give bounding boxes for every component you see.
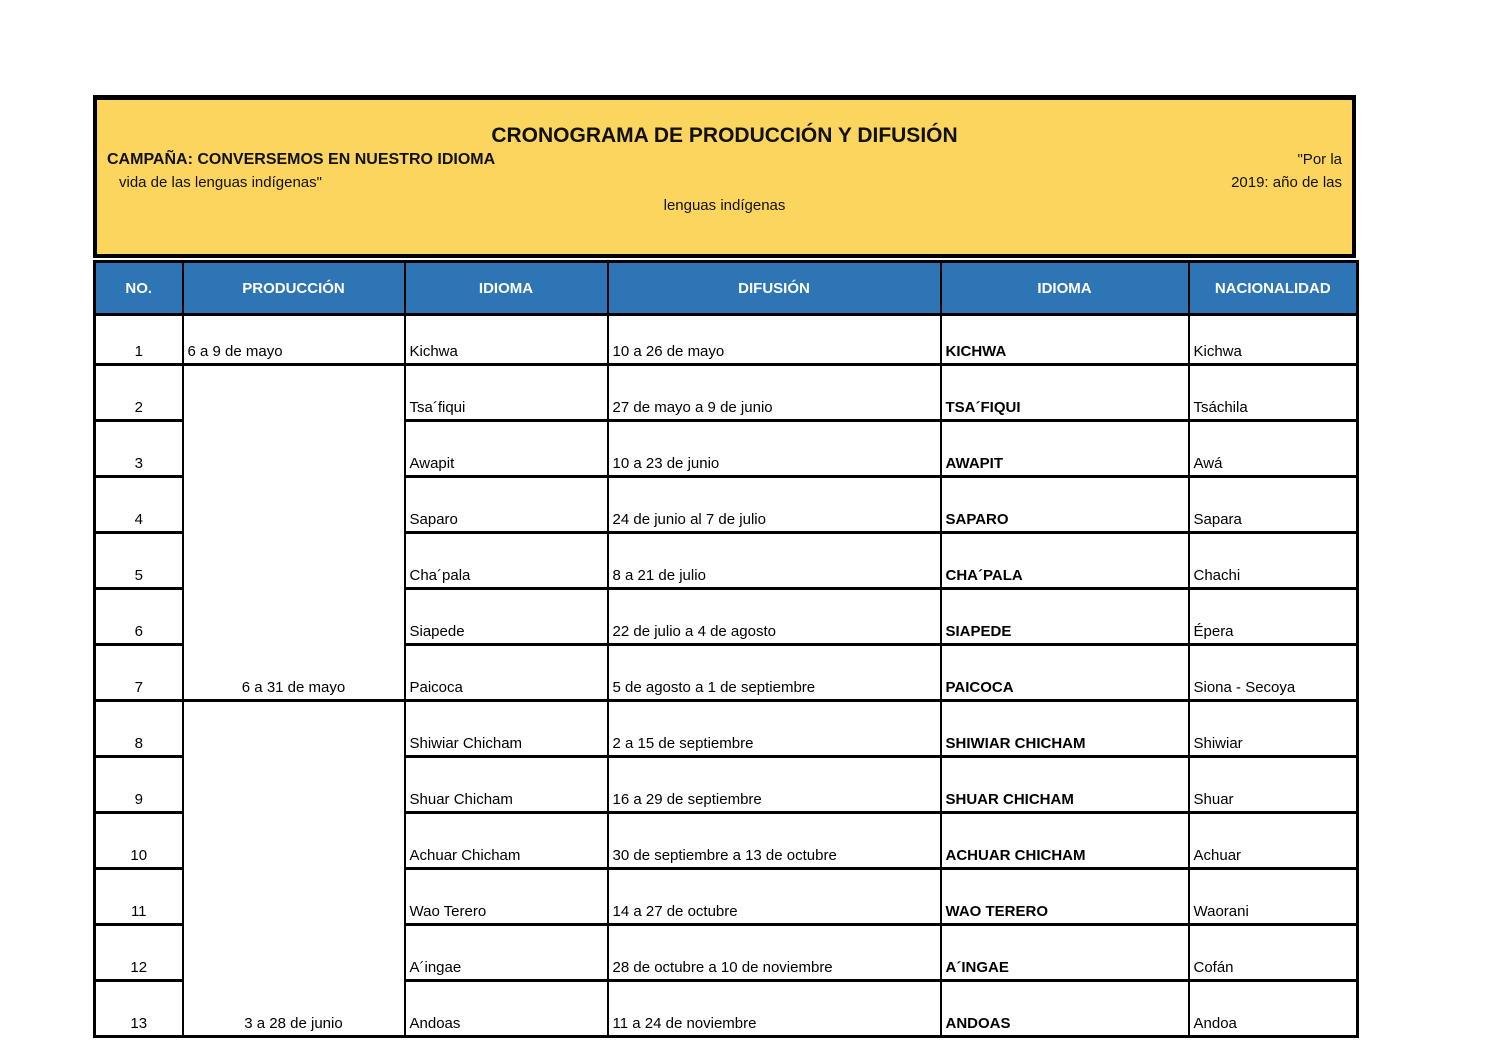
cell-idioma: Cha´pala [405,533,608,589]
cell-idioma-2: SHUAR CHICHAM [941,757,1189,813]
cell-idioma: Achuar Chicham [405,813,608,869]
cell-idioma: Andoas [405,981,608,1037]
cell-difusion: 2 a 15 de septiembre [608,701,941,757]
banner-line-2 [97,171,1352,194]
cell-no: 8 [95,701,183,757]
cell-idioma: Paicoca [405,645,608,701]
cell-nacionalidad: Andoa [1189,981,1358,1037]
banner-left-text-2: vida de las lenguas indígenas" [119,174,322,191]
cell-idioma: Kichwa [405,315,608,365]
cell-idioma-2: TSA´FIQUI [941,365,1189,421]
cell-no: 10 [95,813,183,869]
cell-no: 9 [95,757,183,813]
cell-idioma-2: SHIWIAR CHICHAM [941,701,1189,757]
column-header-nacionalidad: NACIONALIDAD [1189,262,1358,315]
cell-idioma-2: SIAPEDE [941,589,1189,645]
cell-difusion: 27 de mayo a 9 de junio [608,365,941,421]
cell-no: 6 [95,589,183,645]
cell-nacionalidad: Awá [1189,421,1358,477]
cell-difusion: 8 a 21 de julio [608,533,941,589]
cell-no: 12 [95,925,183,981]
cell-idioma: Shiwiar Chicham [405,701,608,757]
cell-idioma: Saparo [405,477,608,533]
cell-nacionalidad: Sapara [1189,477,1358,533]
schedule-table [93,260,1359,1038]
banner-right-text-1: "Por la [1297,151,1342,168]
cell-no: 2 [95,365,183,421]
cell-idioma: A´ingae [405,925,608,981]
cell-nacionalidad: Siona - Secoya [1189,645,1358,701]
cell-produccion-merged-1: 6 a 31 de mayo [183,365,405,701]
cell-idioma-2: AWAPIT [941,421,1189,477]
campaign-label: CAMPAÑA: CONVERSEMOS EN NUESTRO IDIOMA [107,151,496,168]
table-row [95,365,1358,421]
cell-difusion: 22 de julio a 4 de agosto [608,589,941,645]
cell-idioma-2: WAO TERERO [941,869,1189,925]
cell-idioma: Siapede [405,589,608,645]
cell-nacionalidad: Shiwiar [1189,701,1358,757]
cell-no: 3 [95,421,183,477]
column-header-idioma: IDIOMA [405,262,608,315]
cell-difusion: 16 a 29 de septiembre [608,757,941,813]
cell-idioma-2: KICHWA [941,315,1189,365]
banner-line-1 [97,148,1352,171]
banner-center-text: lenguas indígenas [663,197,786,214]
cell-nacionalidad: Épera [1189,589,1358,645]
cell-difusion: 11 a 24 de noviembre [608,981,941,1037]
cell-idioma: Shuar Chicham [405,757,608,813]
cell-idioma-2: CHA´PALA [941,533,1189,589]
cell-produccion-merged-2: 3 a 28 de junio [183,701,405,1037]
table-row [95,701,1358,757]
cell-idioma: Tsa´fiqui [405,365,608,421]
cell-nacionalidad: Shuar [1189,757,1358,813]
cell-difusion: 28 de octubre a 10 de noviembre [608,925,941,981]
cell-difusion: 10 a 26 de mayo [608,315,941,365]
banner-right-text-2: 2019: año de las [1231,174,1342,191]
cell-no: 7 [95,645,183,701]
cell-idioma: Awapit [405,421,608,477]
cell-no: 1 [95,315,183,365]
cell-difusion: 14 a 27 de octubre [608,869,941,925]
cell-no: 4 [95,477,183,533]
column-header-difusion: DIFUSIÓN [608,262,941,315]
cell-no: 13 [95,981,183,1037]
cell-idioma-2: SAPARO [941,477,1189,533]
cell-difusion: 10 a 23 de junio [608,421,941,477]
cell-idioma: Wao Terero [405,869,608,925]
cell-nacionalidad: Achuar [1189,813,1358,869]
cell-no: 5 [95,533,183,589]
cell-idioma-2: PAICOCA [941,645,1189,701]
table-row [95,315,1358,365]
column-header-idioma-2: IDIOMA [941,262,1189,315]
header-row [95,262,1358,315]
cell-produccion: 6 a 9 de mayo [183,315,405,365]
cell-idioma-2: ANDOAS [941,981,1189,1037]
column-header-produccion: PRODUCCIÓN [183,262,405,315]
cell-no: 11 [95,869,183,925]
banner [93,95,1356,258]
cell-idioma-2: A´INGAE [941,925,1189,981]
cell-difusion: 5 de agosto a 1 de septiembre [608,645,941,701]
cell-nacionalidad: Tsáchila [1189,365,1358,421]
cell-nacionalidad: Waorani [1189,869,1358,925]
cell-nacionalidad: Kichwa [1189,315,1358,365]
cell-idioma-2: ACHUAR CHICHAM [941,813,1189,869]
cell-difusion: 24 de junio al 7 de julio [608,477,941,533]
cell-nacionalidad: Chachi [1189,533,1358,589]
page-title: CRONOGRAMA DE PRODUCCIÓN Y DIFUSIÓN [491,124,958,147]
cell-nacionalidad: Cofán [1189,925,1358,981]
cell-difusion: 30 de septiembre a 13 de octubre [608,813,941,869]
column-header-no: NO. [95,262,183,315]
